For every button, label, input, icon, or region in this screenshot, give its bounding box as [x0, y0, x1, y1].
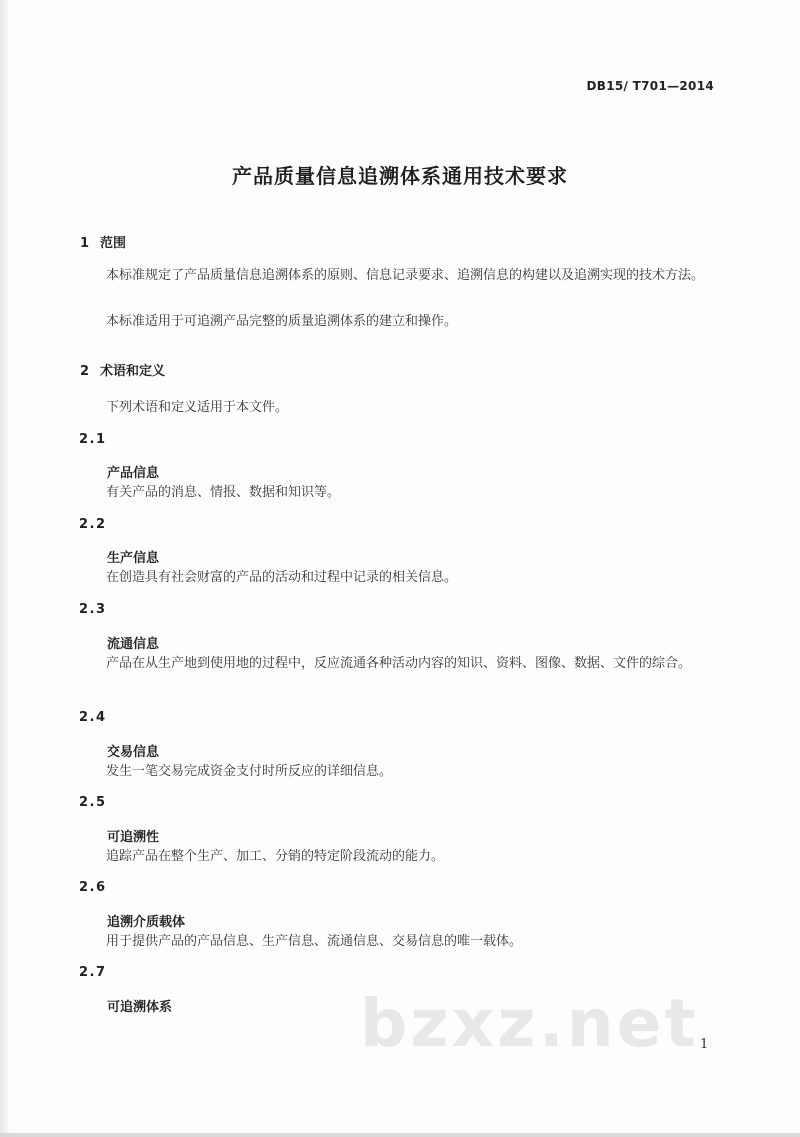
section-heading-terms — [80, 360, 165, 379]
term-name: 流通信息 — [107, 637, 160, 652]
term-definition: 发生一笔交易完成资金支付时所反应的详细信息。 — [106, 764, 393, 779]
section-title: 术语和定义 — [100, 364, 166, 379]
section-title: 范围 — [100, 236, 127, 251]
term-number: 2.4 — [79, 710, 107, 725]
term-name: 交易信息 — [107, 745, 160, 760]
term-name: 可追溯体系 — [107, 1000, 173, 1015]
scope-paragraph-2: 本标准适用于可追溯产品完整的质量追溯体系的建立和操作。 — [106, 314, 458, 329]
term-number: 2.3 — [79, 602, 107, 617]
section-heading-scope — [80, 232, 126, 251]
section-number: 2 — [80, 364, 90, 379]
term-definition: 在创造具有社会财富的产品的活动和过程中记录的相关信息。 — [106, 570, 458, 585]
term-number: 2.5 — [79, 795, 107, 810]
term-number: 2.2 — [79, 517, 107, 532]
term-name: 生产信息 — [107, 551, 160, 566]
page-number: 1 — [700, 1037, 709, 1052]
term-definition: 用于提供产品的产品信息、生产信息、流通信息、交易信息的唯一载体。 — [106, 934, 523, 949]
term-number: 2.6 — [79, 880, 107, 895]
section-number: 1 — [80, 236, 90, 251]
term-definition: 产品在从生产地到使用地的过程中，反应流通各种活动内容的知识、资料、图像、数据、文件的综合。 — [106, 656, 692, 671]
term-name: 产品信息 — [107, 466, 160, 481]
term-number: 2.1 — [79, 432, 107, 447]
watermark: bzxz.net — [360, 985, 700, 1062]
term-definition: 有关产品的消息、情报、数据和知识等。 — [106, 485, 341, 500]
term-name: 可追溯性 — [107, 830, 160, 845]
document-code: DB15/ T701—2014 — [586, 79, 714, 93]
document-title: 产品质量信息追溯体系通用技术要求 — [232, 164, 568, 188]
term-name: 追溯介质载体 — [107, 915, 186, 930]
term-number: 2.7 — [79, 965, 107, 980]
scope-paragraph-1: 本标准规定了产品质量信息追溯体系的原则、信息记录要求、追溯信息的构建以及追溯实现的技术方法。 — [106, 268, 705, 283]
page-bottom-border — [0, 1133, 800, 1137]
terms-intro-paragraph: 下列术语和定义适用于本文件。 — [106, 400, 289, 415]
term-definition: 追踪产品在整个生产、加工、分销的特定阶段流动的能力。 — [106, 849, 445, 864]
